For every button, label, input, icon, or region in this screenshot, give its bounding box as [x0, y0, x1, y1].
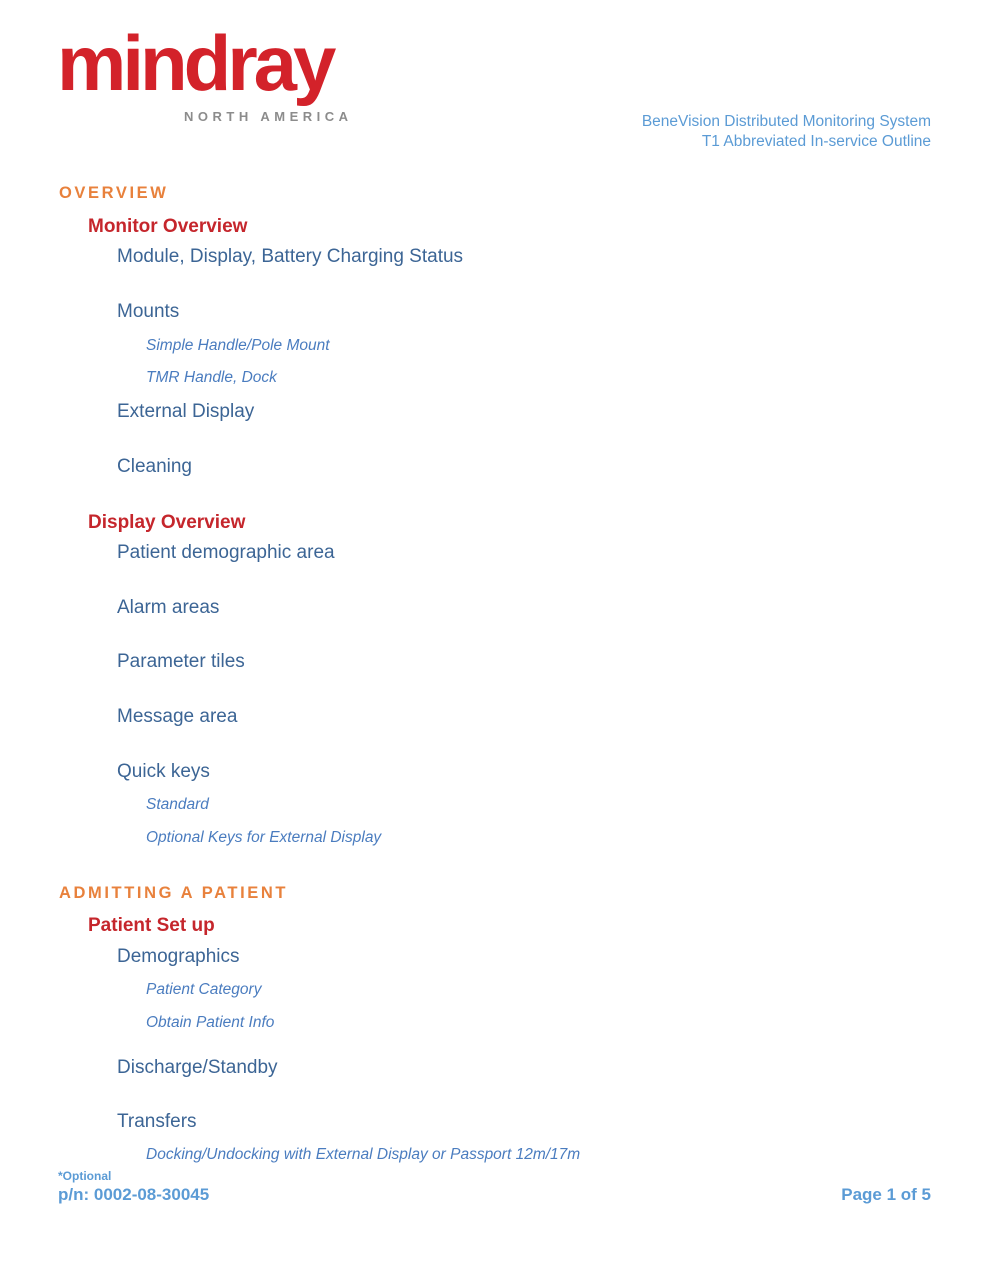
group-title-patient-set-up: Patient Set up	[88, 915, 215, 936]
group-title-display-overview: Display Overview	[88, 512, 246, 533]
footer-optional-note: *Optional	[58, 1169, 112, 1183]
mindray-wordmark: mindray	[57, 19, 333, 107]
group-title-monitor-overview: Monitor Overview	[88, 216, 248, 237]
topic-transfers: Transfers	[117, 1111, 197, 1132]
topic-discharge-standby: Discharge/Standby	[117, 1057, 278, 1078]
subitem-simple-handle-pole-mount: Simple Handle/Pole Mount	[146, 337, 330, 354]
subitem-tmr-handle-dock: TMR Handle, Dock	[146, 369, 277, 386]
section-heading-admitting-a-patient: ADMITTING A PATIENT	[59, 884, 289, 902]
mindray-logo	[57, 19, 387, 134]
topic-cleaning: Cleaning	[117, 456, 192, 477]
footer-part-number: p/n: 0002-08-30045	[58, 1185, 210, 1204]
subitem-optional-keys-external-display: Optional Keys for External Display	[146, 829, 382, 846]
logo-region-label: NORTH AMERICA	[184, 109, 353, 124]
topic-patient-demographic-area: Patient demographic area	[117, 542, 335, 563]
header-title-line1: BeneVision Distributed Monitoring System	[641, 113, 931, 130]
topic-alarm-areas: Alarm areas	[117, 597, 220, 618]
topic-message-area: Message area	[117, 706, 238, 727]
document-header	[642, 112, 931, 152]
header-title-line2: T1 Abbreviated In-service Outline	[701, 133, 931, 150]
subitem-docking-undocking: Docking/Undocking with External Display or Passport 12m/17m	[146, 1146, 581, 1163]
subitem-standard: Standard	[146, 796, 209, 813]
topic-quick-keys: Quick keys	[117, 761, 210, 782]
section-heading-overview: OVERVIEW	[59, 184, 169, 202]
subitem-patient-category: Patient Category	[146, 981, 262, 998]
topic-module-display-battery: Module, Display, Battery Charging Status	[117, 246, 464, 267]
topic-demographics: Demographics	[117, 946, 240, 967]
subitem-obtain-patient-info: Obtain Patient Info	[146, 1014, 275, 1031]
topic-external-display: External Display	[117, 401, 255, 422]
topic-mounts: Mounts	[117, 301, 180, 322]
topic-parameter-tiles: Parameter tiles	[117, 651, 245, 672]
footer-page-indicator: Page 1 of 5	[841, 1185, 931, 1204]
